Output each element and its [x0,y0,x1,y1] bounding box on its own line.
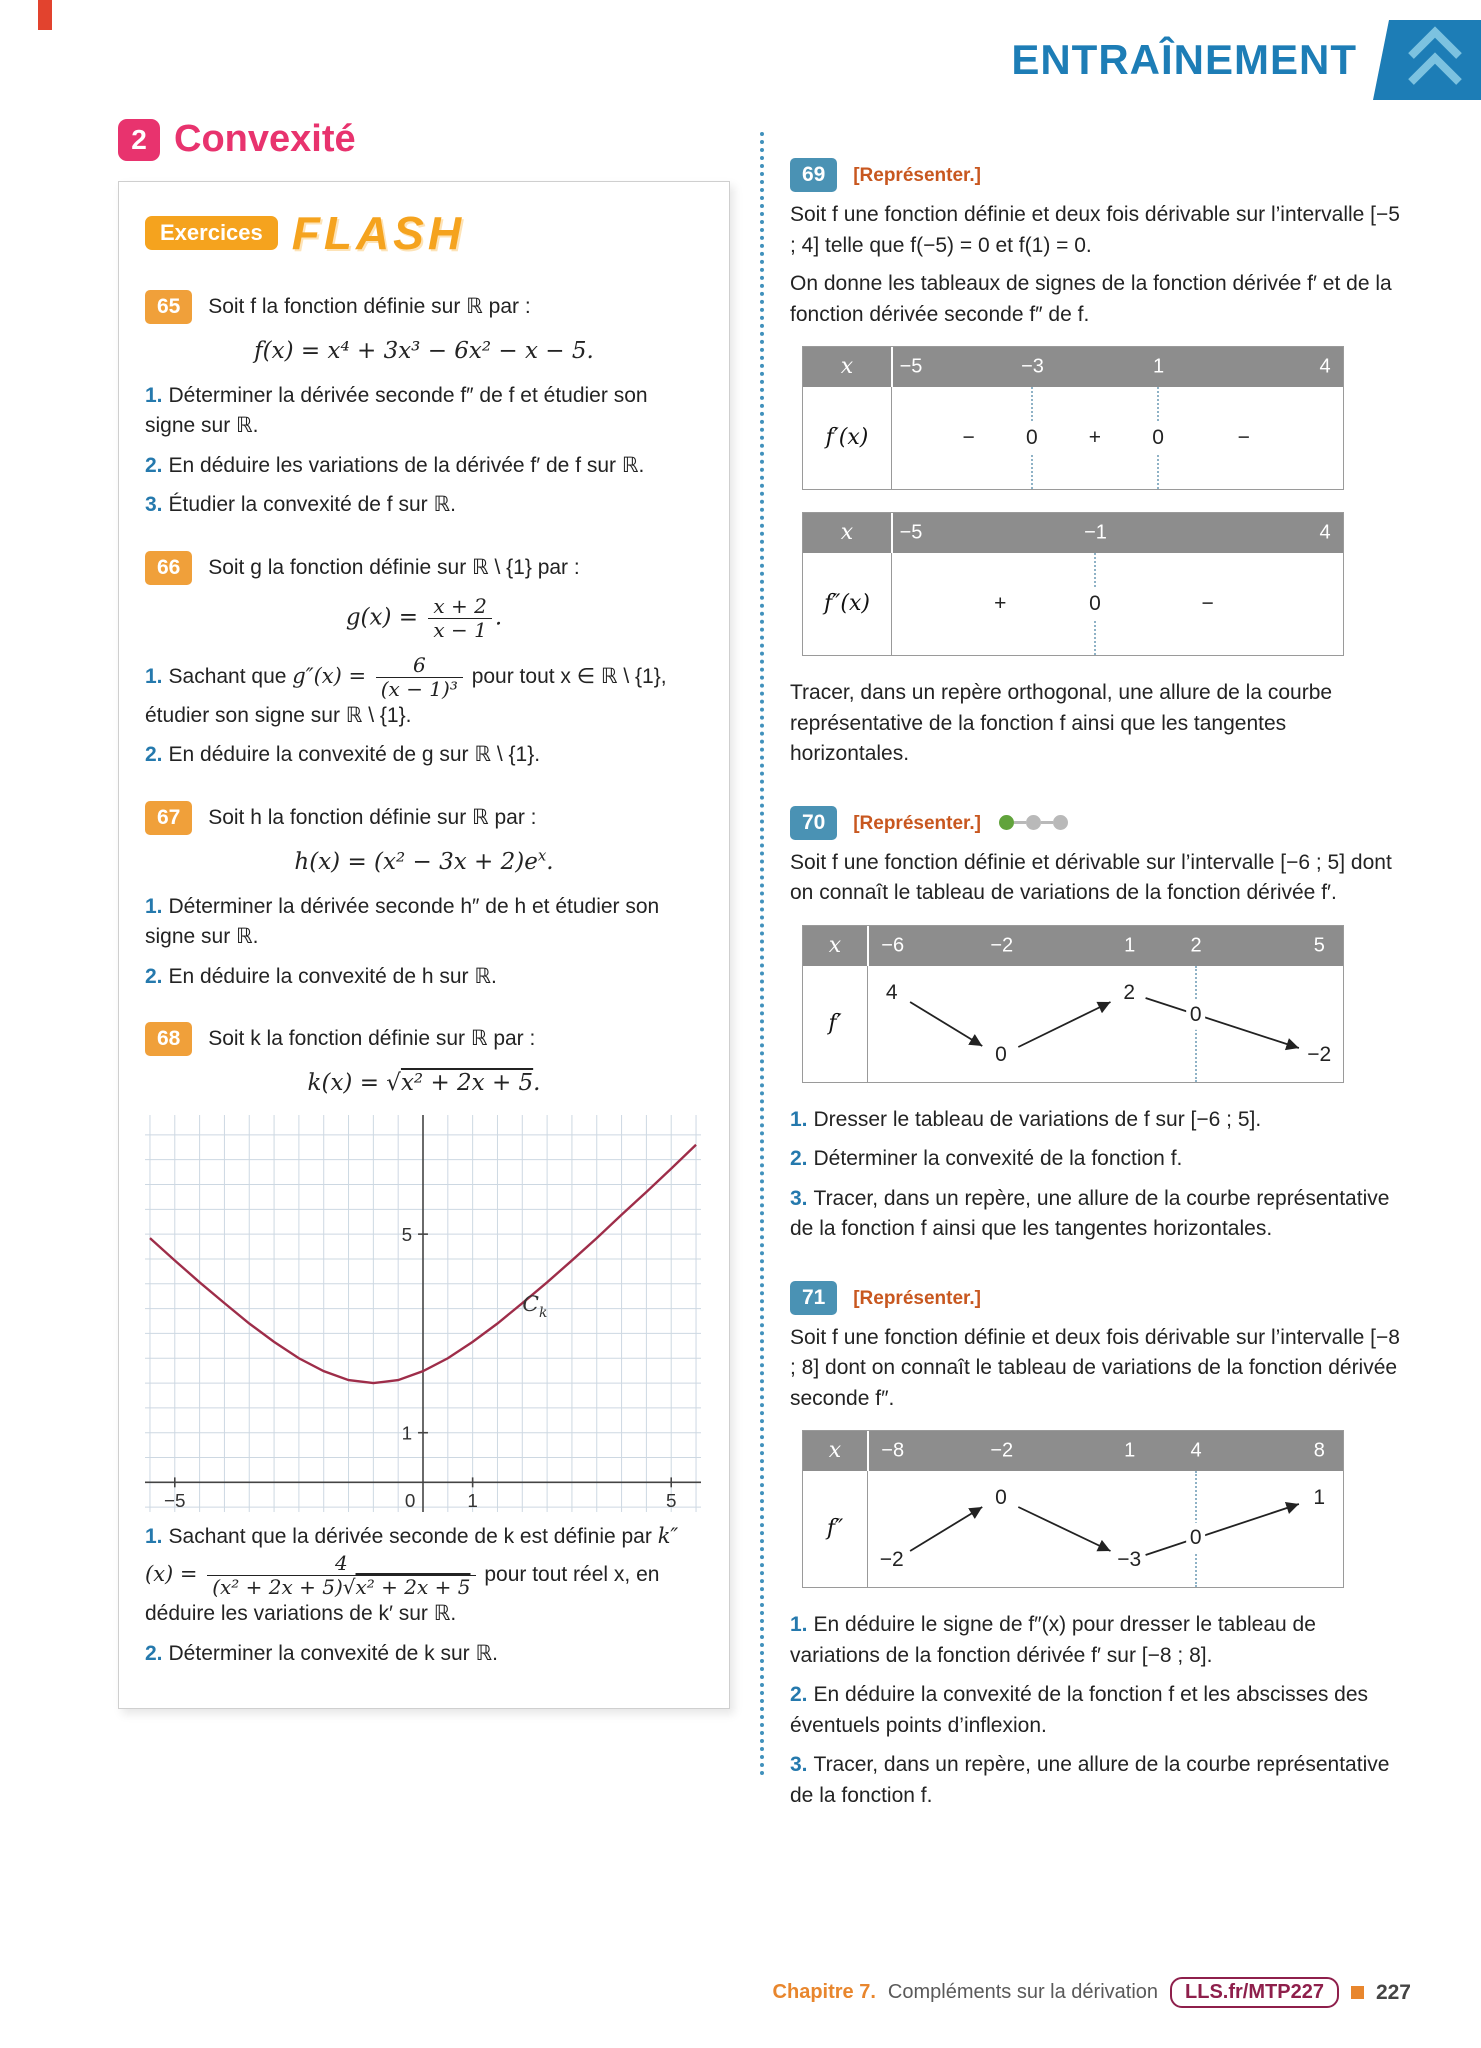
header-value: −2 [990,1439,1014,1462]
exercise-number-badge: 68 [145,1022,192,1056]
table-variable: x [803,513,893,553]
exercise-number-badge: 67 [145,801,192,835]
exercise-70 [790,806,1411,1245]
table-row-label: f″(x) [803,553,892,655]
question-3 [790,1750,1411,1811]
exercise-number-badge: 66 [145,551,192,585]
fraction-denominator [207,1575,475,1599]
formula-end: . [546,849,554,876]
page-footer [773,1977,1411,2008]
table-value: 4 [885,980,898,1004]
question-number: 1. [145,383,163,407]
variation-table-f-prime [802,925,1344,1083]
svg-text:1: 1 [401,1422,413,1444]
exercise-71 [790,1281,1411,1811]
question-number: 1. [145,665,163,689]
sqrt-radicand: x² + 2x + 5 [400,1070,534,1097]
table-variable: x [803,347,893,387]
header-value: −5 [899,355,923,378]
sign-value: − [1237,425,1250,449]
question-number: 3. [790,1186,808,1210]
exercise-66 [145,551,703,771]
exercise-intro [145,801,703,835]
sign-value: − [1201,591,1214,615]
table-body [803,1471,1343,1587]
svg-text:Ck: $C_k$ [522,1291,548,1321]
flash-badge: Exercices [145,216,278,250]
chapter-label: Chapitre 7. [772,1981,876,2003]
table-body [803,387,1343,489]
question-text: Déterminer la dérivée seconde f″ de f et étudier son signe sur ℝ. [145,383,648,438]
table-variable: x [803,926,869,966]
table-value-zero: 0 [1186,1000,1206,1030]
left-column [118,118,730,1847]
formula [145,845,703,879]
question-2 [145,962,703,992]
question-number: 1. [145,894,163,918]
intro-text: Soit f la fonction définie sur ℝ par : [208,295,531,318]
header-value: 4 [1190,1439,1202,1462]
math-expression: k″(x) = [145,1523,679,1587]
header-value: 5 [1313,934,1325,957]
exercise-67 [145,801,703,992]
header-values [893,347,1343,387]
intro-text: Soit g la fonction définie sur ℝ \ {1} par : [208,555,580,579]
fraction [376,654,463,701]
sign-value: + [994,591,1007,615]
variation-arrows [868,966,1343,1082]
column-divider [760,132,764,1777]
flash-title: FLASH [291,207,466,259]
difficulty-dot-icon [1026,815,1041,830]
table-row-label: f″ [803,1471,868,1587]
table-row-label: f′ [803,966,868,1082]
page-header [1011,20,1481,100]
exercise-intro [145,551,703,585]
flash-exercises-box [118,181,730,1709]
fraction-numerator: 4 [334,1551,348,1576]
question-1 [145,1521,703,1630]
question-text: pour tout réel x, en déduire les variations de k′ sur ℝ. [145,1563,660,1626]
svg-text:1: 1 [467,1489,478,1511]
question-number: 2. [145,453,163,477]
section-title: Convexité [174,118,356,160]
fraction [207,1552,475,1599]
table-variable: x [803,1431,869,1471]
header-values [893,513,1343,553]
question-text: Étudier la convexité de f sur ℝ. [168,493,456,517]
formula-text: f(x) = x⁴ + 3x³ − 6x² − x − 5. [254,338,594,365]
question-text: pour tout x ∈ ℝ \ {1}, étudier son signe sur ℝ \ {1}. [145,665,667,727]
red-corner-tab [38,0,52,30]
question-1 [790,1610,1411,1671]
header-value: 8 [1313,1439,1325,1462]
header-value: −1 [1084,521,1107,544]
sqrt-radicand: x² + 2x + 5 [355,1575,471,1600]
question-number: 2. [790,1683,808,1707]
method-tag: [Représenter.] [853,165,981,186]
sign-table-f-second [802,512,1344,656]
table-cells [892,387,1343,489]
variation-arrows [868,1471,1343,1587]
question-number: 3. [145,493,163,517]
question-text: Dresser le tableau de variations de f sur [−6 ; 5]. [813,1107,1262,1131]
table-header [803,1431,1343,1471]
flash-header [145,206,703,260]
header-decoration-icon [1373,20,1481,100]
k-curve-chart [145,1115,701,1512]
header-value: −5 [899,521,923,544]
question-text: En déduire la convexité de g sur ℝ \ {1}. [168,743,541,767]
table-cells [892,553,1343,655]
table-value: 0 [995,1486,1007,1510]
sign-zero: 0 [1085,589,1105,619]
question-text: Sachant que [168,665,293,689]
table-body [803,553,1343,655]
table-value: −3 [1117,1548,1142,1572]
formula-lhs: g(x) = [345,604,426,631]
chapter-title: Compléments sur la dérivation [887,1981,1159,2003]
sqrt-sign: √ [342,1575,356,1600]
formula [145,334,703,368]
formula-text: h(x) = (x² − 3x + 2)e [294,849,538,876]
exercise-number-badge: 71 [790,1281,837,1315]
intro-text: Soit k la fonction définie sur ℝ par : [208,1026,536,1050]
function-graph [145,1115,703,1512]
section-number-badge: 2 [118,119,160,161]
question-text: En déduire les variations de la dérivée f′ de f sur ℝ. [168,453,645,477]
formula [145,1066,703,1100]
difficulty-indicator [999,815,1068,830]
statement: Soit f une fonction définie et deux fois dérivable sur l’intervalle [−8 ; 8] dont on connaît le tableau de variations de la fonction dérivée seconde f″. [790,1326,1400,1410]
sign-table-f-prime [802,346,1344,490]
page-number: 227 [1375,1980,1411,2004]
exercise-intro [145,1022,703,1056]
variation-table-f-second [802,1430,1344,1588]
denominator-factor: (x² + 2x + 5) [212,1575,343,1600]
question-2 [145,740,703,770]
header-value: −3 [1021,355,1044,378]
question-text: Tracer, dans un repère, une allure de la courbe représentative de la fonction f. [790,1753,1390,1807]
table-value: −2 [879,1548,904,1572]
table-header [803,347,1343,387]
question-text: En déduire la convexité de h sur ℝ. [168,964,497,988]
exercise-number-badge: 70 [790,806,837,840]
method-tag: [Représenter.] [853,812,981,834]
question-number: 1. [145,1524,163,1548]
question-number: 2. [145,743,163,767]
table-value-zero: 0 [1186,1523,1206,1553]
sign-value: − [962,425,975,449]
question-text: En déduire le signe de f″(x) pour dresser le tableau de variations de la fonction dérivée f′ sur [−8 ; 8]. [790,1613,1316,1667]
formula-end: . [494,604,503,631]
question-number: 2. [790,1147,808,1171]
formula-end: . [533,1070,541,1097]
question-text: Déterminer la convexité de la fonction f. [813,1147,1183,1171]
fraction-numerator: 6 [412,652,426,677]
table-header [803,926,1343,966]
fraction [428,595,491,642]
header-value: −6 [881,934,905,957]
lls-link[interactable]: LLS.fr/MTP227 [1170,1977,1339,2008]
header-value: 1 [1152,355,1165,378]
exponent: x [537,846,547,865]
header-value: 4 [1319,355,1331,378]
question-2 [790,1144,1411,1174]
exercise-65 [145,290,703,521]
statement: Tracer, dans un repère orthogonal, une allure de la courbe représentative de la fonction f ainsi que les tangentes horizontales. [790,681,1333,766]
header-values [869,926,1343,966]
question-1 [790,1105,1411,1135]
table-value: 0 [995,1042,1007,1066]
question-text: Sachant que la dérivée seconde de k est définie par [168,1524,658,1548]
formula [145,595,703,642]
question-1 [145,381,703,442]
question-1 [145,892,703,953]
sign-zero: 0 [1022,423,1042,453]
header-value: 1 [1124,1439,1136,1462]
fraction-denominator: (x − 1)³ [376,677,463,701]
exercise-69 [790,158,1411,770]
question-1 [145,654,703,731]
svg-text:−5: −5 [164,1489,186,1511]
table-row-label: f′(x) [803,387,892,489]
sign-zero: 0 [1148,423,1168,453]
statement: Soit f une fonction définie et dérivable sur l’intervalle [−6 ; 5] dont on connaît le tableau de variations de la fonction dérivée f′. [790,850,1392,905]
question-2 [145,451,703,481]
question-3 [145,490,703,520]
question-number: 2. [145,964,163,988]
table-cells [868,1471,1343,1587]
question-text: Déterminer la convexité de k sur ℝ. [168,1641,498,1665]
question-number: 1. [790,1613,808,1637]
header-values [869,1431,1343,1471]
question-text: Déterminer la dérivée seconde h″ de h et étudier son signe sur ℝ. [145,894,660,949]
exercise-number-badge: 69 [790,158,837,192]
question-2 [790,1680,1411,1741]
question-text: Tracer, dans un repère, une allure de la courbe représentative de la fonction f ainsi que les tangentes horizontales. [790,1186,1390,1241]
table-cells [868,966,1343,1082]
exercise-heading [790,1281,1411,1315]
fraction-denominator: x − 1 [428,618,491,642]
statement: On donne les tableaux de signes de la fonction dérivée f′ et de la fonction dérivée seconde f″ de f. [790,272,1392,326]
table-value: 2 [1123,980,1136,1004]
sign-value: + [1088,425,1102,449]
question-number: 2. [145,1641,163,1665]
math-expression: g″(x) = [292,664,373,689]
svg-text:5: 5 [401,1223,413,1245]
intro-text: Soit h la fonction définie sur ℝ par : [208,805,537,829]
question-2 [145,1639,703,1669]
table-value: −2 [1307,1042,1332,1066]
method-tag: [Représenter.] [853,1287,981,1309]
header-value: −8 [881,1439,905,1462]
question-text: En déduire la convexité de la fonction f et les abscisses des éventuels points d’inflexion. [790,1683,1369,1737]
exercise-68 [145,1022,703,1669]
statement: Soit f une fonction définie et deux fois dérivable sur l’intervalle [−5 ; 4] telle que f(−5) = 0 et f(1) = 0. [790,203,1400,257]
header-value: 2 [1190,934,1202,957]
question-number: 3. [790,1753,808,1777]
formula-lhs: k(x) = [307,1070,387,1097]
question-3 [790,1184,1411,1245]
fraction-numerator: x + 2 [433,593,487,618]
sqrt-sign: √ [386,1070,401,1097]
exercise-heading [790,158,1411,192]
question-number: 1. [790,1107,808,1131]
exercise-heading [790,806,1411,840]
svg-text:0: 0 [404,1489,416,1511]
header-value: 1 [1124,934,1136,957]
header-title: ENTRAÎNEMENT [1011,36,1357,83]
svg-text:5: 5 [665,1489,677,1511]
header-value: 4 [1319,521,1331,544]
right-column [790,118,1411,1847]
table-header [803,513,1343,553]
section-header [118,118,730,161]
footer-square-icon [1351,1986,1364,1999]
exercise-intro [145,290,703,324]
difficulty-dot-icon [1053,815,1068,830]
table-value: 1 [1313,1486,1326,1510]
exercise-number-badge: 65 [145,290,192,324]
header-value: −2 [990,934,1014,957]
difficulty-dot-icon [999,815,1014,830]
table-body [803,966,1343,1082]
